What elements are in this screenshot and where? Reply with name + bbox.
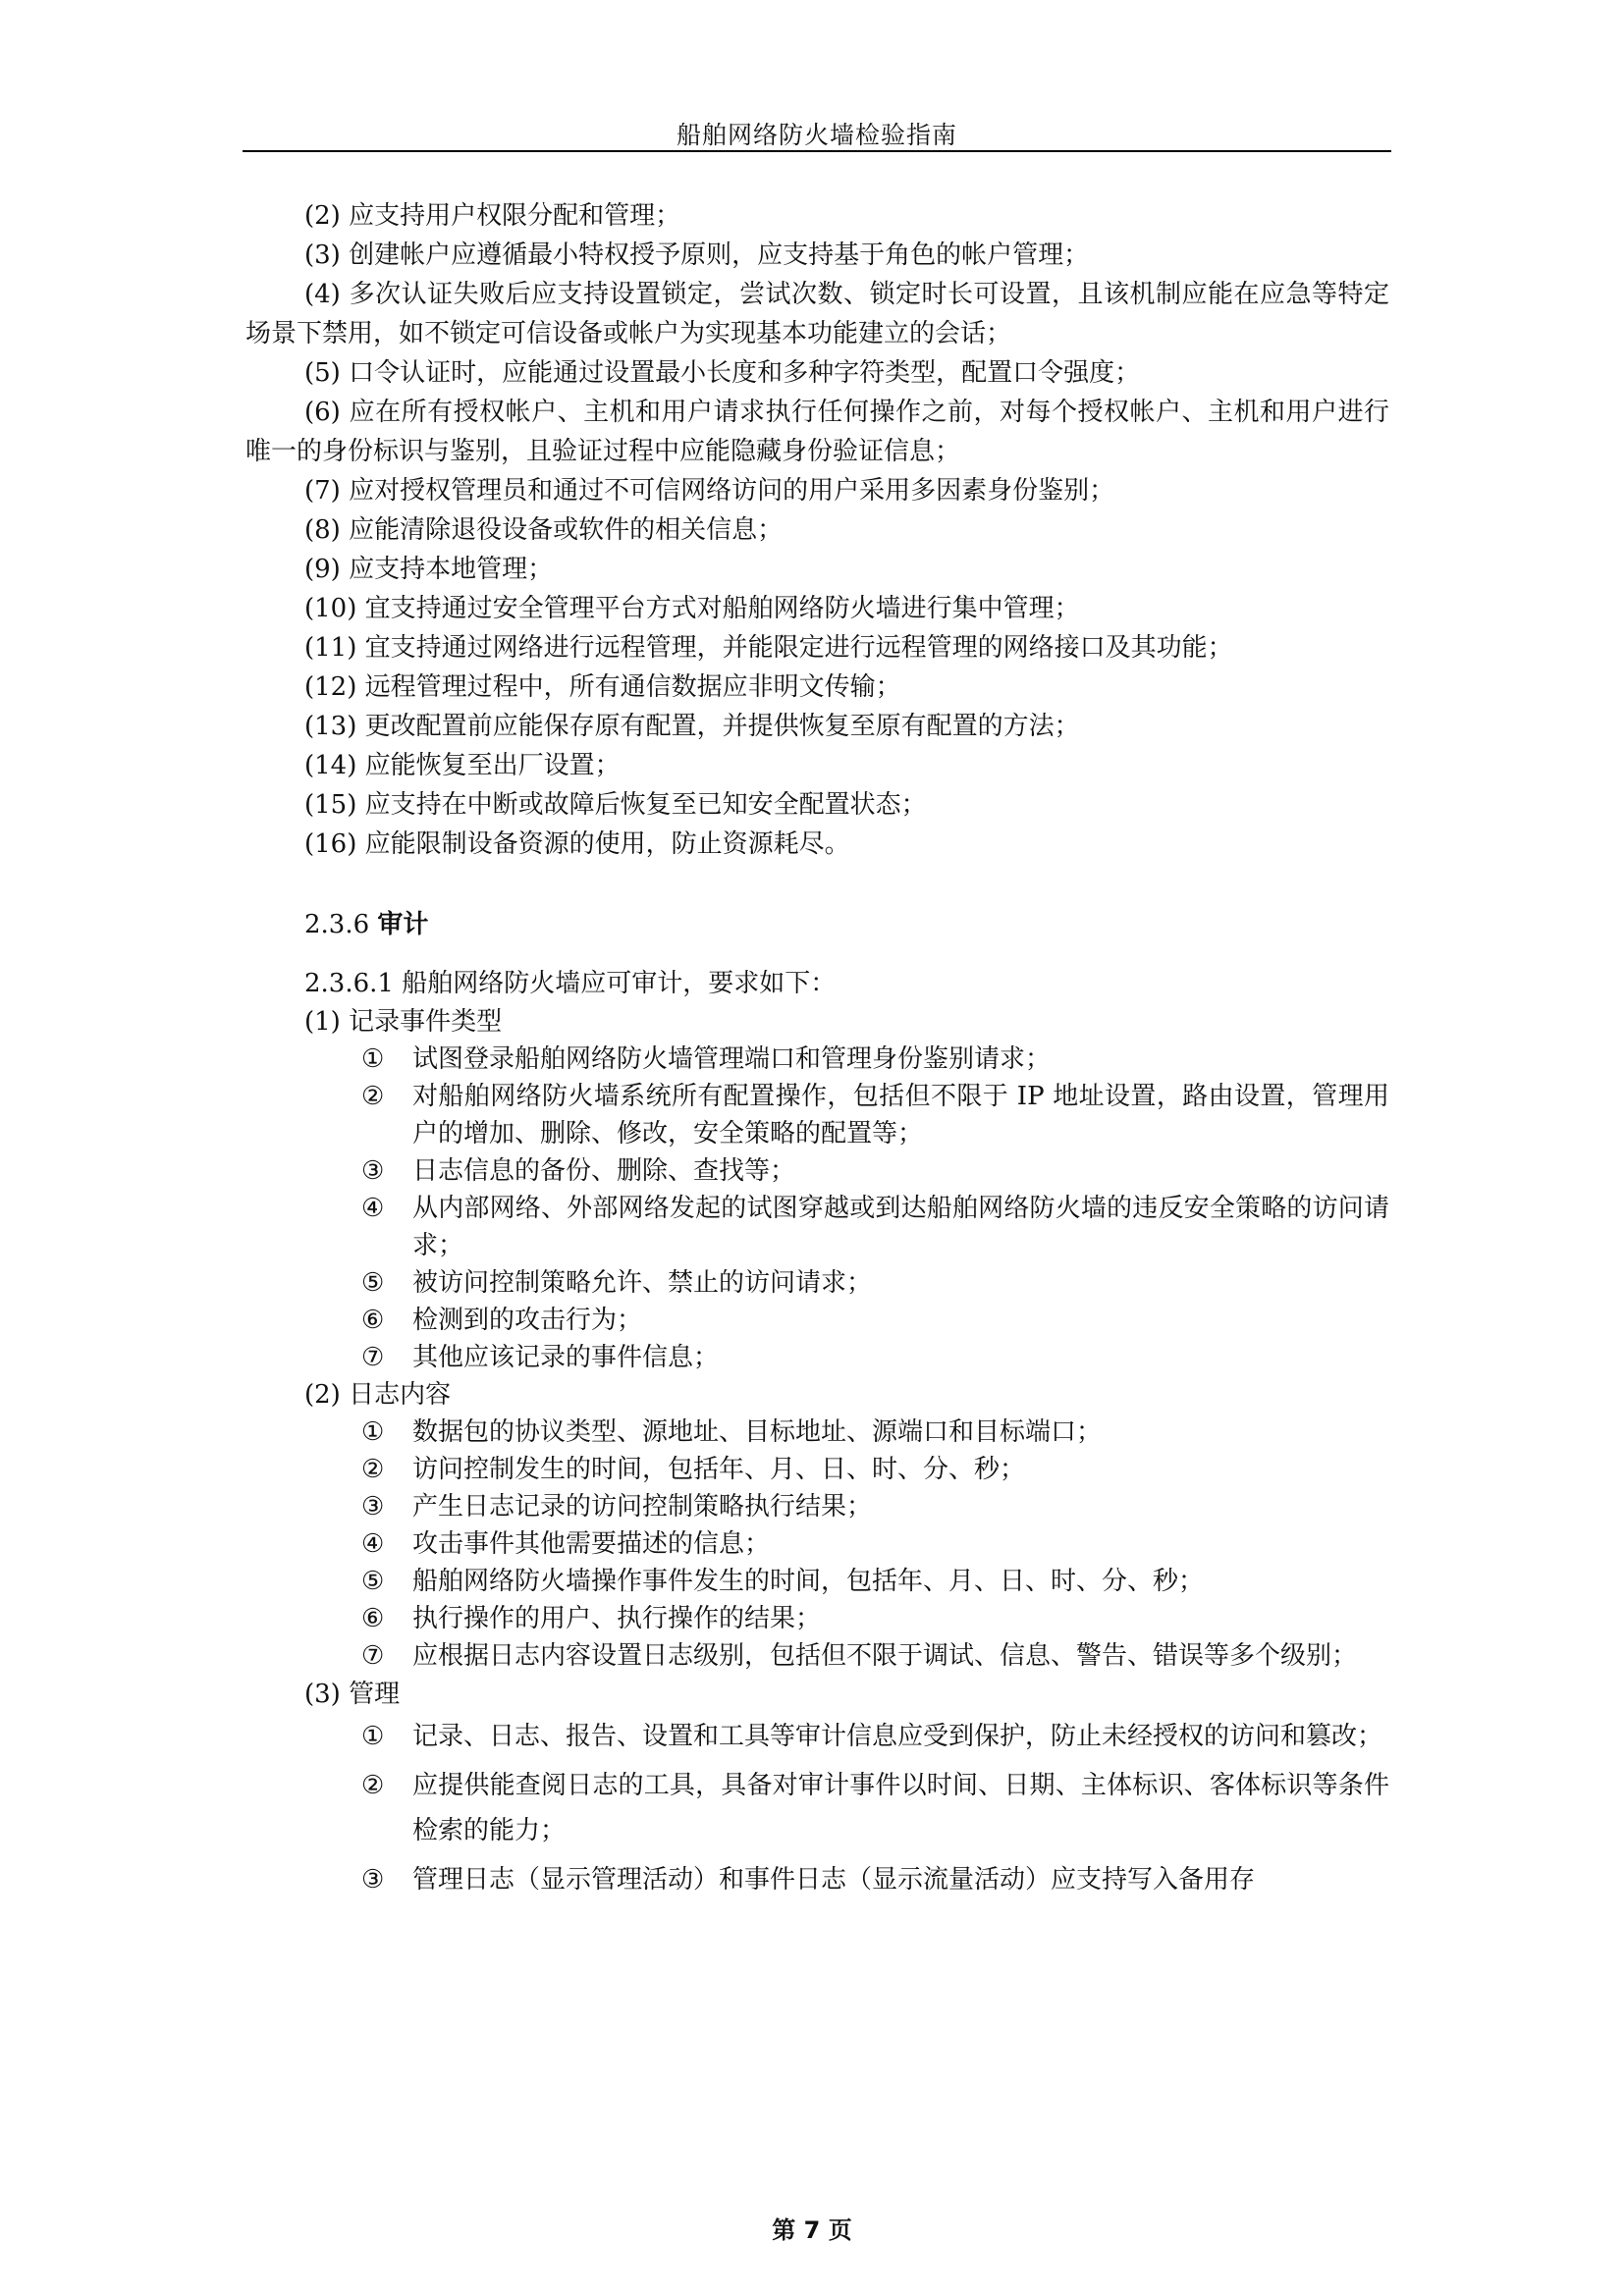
- list-item: (15) 应支持在中断或故障后恢复至已知安全配置状态；: [304, 790, 927, 820]
- sub-item-text: 检测到的攻击行为；: [412, 1306, 643, 1335]
- sub-item-number: ①: [361, 1417, 385, 1447]
- sub-item-number: ⑤: [361, 1567, 385, 1596]
- sub-item-text: 攻击事件其他需要描述的信息；: [412, 1529, 771, 1559]
- page-number: 第 7 页: [772, 2216, 852, 2244]
- sub-item: [245, 1264, 1389, 1302]
- sub-item-text: 应提供能查阅日志的工具，具备对审计事件以时间、日期、主体标识、客体标识等条件检索的能力；: [412, 1771, 1389, 1845]
- list-item: (12) 远程管理过程中，所有通信数据应非明文传输；: [304, 672, 901, 702]
- sub-item-number: ③: [361, 1865, 385, 1895]
- sub-item-text: 对船舶网络防火墙系统所有配置操作，包括但不限于 IP 地址设置，路由设置，管理用户的增加、删除、修改，安全策略的配置等；: [412, 1082, 1389, 1148]
- sub-item-number: ③: [361, 1156, 385, 1186]
- group-heading: (3) 管理: [304, 1680, 401, 1709]
- list-item: (10) 宜支持通过安全管理平台方式对船舶网络防火墙进行集中管理；: [304, 594, 1080, 623]
- list-item: (14) 应能恢复至出厂设置；: [304, 751, 621, 780]
- sub-item-number: ①: [361, 1722, 385, 1751]
- list-item: (13) 更改配置前应能保存原有配置，并提供恢复至原有配置的方法；: [304, 712, 1080, 741]
- section-title: 审计: [377, 910, 429, 939]
- sub-item: [245, 1600, 1389, 1637]
- sub-item: [245, 1302, 1389, 1339]
- sub-item-text: 管理日志（显示管理活动）和事件日志（显示流量活动）应支持写入备用存: [412, 1865, 1256, 1895]
- list-item: (5) 口令认证时，应能通过设置最小长度和多种字符类型，配置口令强度；: [304, 358, 1141, 388]
- sub-item-number: ⑥: [361, 1604, 385, 1633]
- sub-item-text: 试图登录船舶网络防火墙管理端口和管理身份鉴别请求；: [412, 1044, 1052, 1074]
- list-item: (4) 多次认证失败后应支持设置锁定，尝试次数、锁定时长可设置，且该机制应能在应急等特定场景下禁用，如不锁定可信设备或帐户为实现基本功能建立的会话；: [245, 280, 1389, 348]
- list-item: (8) 应能清除退役设备或软件的相关信息；: [304, 515, 784, 545]
- sub-item-number: ①: [361, 1044, 385, 1074]
- sub-item-number: ②: [361, 1455, 385, 1484]
- list-item: (6) 应在所有授权帐户、主机和用户请求执行任何操作之前，对每个授权帐户、主机和用户进行唯一的身份标识与鉴别，且验证过程中应能隐藏身份验证信息；: [245, 398, 1389, 466]
- sub-item: [245, 1451, 1389, 1488]
- sub-item-number: ④: [361, 1194, 385, 1223]
- sub-item: [245, 1041, 1389, 1078]
- list-item: (9) 应支持本地管理；: [304, 555, 554, 584]
- list-item: (11) 宜支持通过网络进行远程管理，并能限定进行远程管理的网络接口及其功能；: [304, 633, 1233, 663]
- list-item: (7) 应对授权管理员和通过不可信网络访问的用户采用多因素身份鉴别；: [304, 476, 1115, 506]
- clause-intro: 2.3.6.1 船舶网络防火墙应可审计，要求如下：: [304, 969, 837, 998]
- sub-item-number: ⑦: [361, 1343, 385, 1372]
- list-item: (3) 创建帐户应遵循最小特权授予原则，应支持基于角色的帐户管理；: [304, 240, 1090, 270]
- sub-item-text: 船舶网络防火墙操作事件发生的时间，包括年、月、日、时、分、秒；: [412, 1567, 1205, 1596]
- sub-item-text: 应根据日志内容设置日志级别，包括但不限于调试、信息、警告、错误等多个级别；: [412, 1641, 1358, 1671]
- sub-item-number: ③: [361, 1492, 385, 1522]
- sub-item-text: 执行操作的用户、执行操作的结果；: [412, 1604, 822, 1633]
- sub-item: [245, 1525, 1389, 1563]
- sub-item: [245, 1152, 1389, 1190]
- sub-item: [245, 1078, 1389, 1152]
- sub-item: [245, 1857, 1389, 1902]
- header-divider: [243, 150, 1391, 152]
- sub-item-number: ⑦: [361, 1641, 385, 1671]
- sub-item: [245, 1488, 1389, 1525]
- sub-item-text: 记录、日志、报告、设置和工具等审计信息应受到保护，防止未经授权的访问和篡改；: [412, 1722, 1383, 1751]
- sub-item-text: 日志信息的备份、删除、查找等；: [412, 1156, 796, 1186]
- sub-item-number: ⑤: [361, 1268, 385, 1298]
- list-item: (2) 应支持用户权限分配和管理；: [304, 201, 681, 231]
- sub-item-number: ④: [361, 1529, 385, 1559]
- sub-item: [245, 1763, 1389, 1853]
- sub-item: [245, 1414, 1389, 1451]
- section-number: 2.3.6: [304, 910, 370, 939]
- sub-item-number: ②: [361, 1771, 385, 1800]
- sub-item: [245, 1637, 1389, 1675]
- sub-item-text: 访问控制发生的时间，包括年、月、日、时、分、秒；: [412, 1455, 1026, 1484]
- sub-item: [245, 1714, 1389, 1759]
- group-heading: (1) 记录事件类型: [304, 1007, 503, 1037]
- section-heading: [245, 905, 1389, 944]
- sub-item: [245, 1563, 1389, 1600]
- page-header-title: 船舶网络防火墙检验指南: [676, 121, 957, 149]
- sub-item: [245, 1190, 1389, 1264]
- sub-item-text: 其他应该记录的事件信息；: [412, 1343, 720, 1372]
- sub-item-text: 产生日志记录的访问控制策略执行结果；: [412, 1492, 873, 1522]
- document-body: [245, 196, 1389, 1906]
- sub-item: [245, 1339, 1389, 1376]
- group-heading: (2) 日志内容: [304, 1380, 452, 1410]
- list-item: (16) 应能限制设备资源的使用，防止资源耗尽。: [304, 829, 850, 859]
- sub-item-text: 被访问控制策略允许、禁止的访问请求；: [412, 1268, 873, 1298]
- sub-item-text: 数据包的协议类型、源地址、目标地址、源端口和目标端口；: [412, 1417, 1103, 1447]
- sub-item-text: 从内部网络、外部网络发起的试图穿越或到达船舶网络防火墙的违反安全策略的访问请求；: [412, 1194, 1389, 1260]
- sub-item-number: ②: [361, 1082, 385, 1111]
- sub-item-number: ⑥: [361, 1306, 385, 1335]
